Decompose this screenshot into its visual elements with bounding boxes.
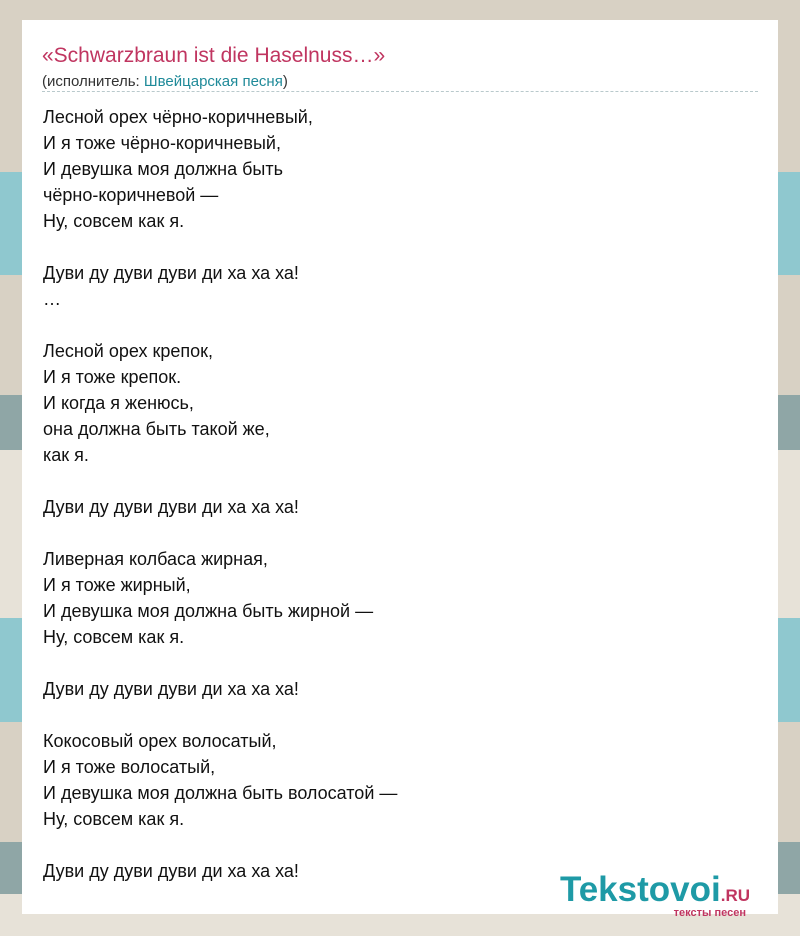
lyric-line: Дуви ду дуви дуви ди ха ха ха! bbox=[43, 861, 299, 881]
lyric-line: И я тоже волосатый, bbox=[43, 757, 216, 777]
song-title: «Schwarzbraun ist die Haselnuss…» bbox=[42, 44, 386, 67]
performer-prefix: (исполнитель: bbox=[42, 73, 144, 90]
lyric-line: Ну, совсем как я. bbox=[43, 809, 185, 829]
performer-line bbox=[42, 73, 288, 90]
logo-domain: .RU bbox=[720, 886, 750, 905]
lyric-line: Ну, совсем как я. bbox=[43, 211, 185, 231]
lyric-line: И я тоже чёрно-коричневый, bbox=[43, 133, 281, 153]
lyric-line: И когда я женюсь, bbox=[43, 393, 194, 413]
site-logo[interactable] bbox=[559, 870, 750, 919]
lyric-line: Ливерная колбаса жирная, bbox=[43, 549, 268, 569]
lyric-line: И я тоже крепок. bbox=[43, 367, 182, 387]
lyric-line bbox=[43, 650, 743, 676]
lyric-line: И девушка моя должна быть волосатой — bbox=[43, 783, 398, 803]
lyric-line: Ну, совсем как я. bbox=[43, 627, 185, 647]
lyric-line bbox=[43, 520, 743, 546]
lyrics-card bbox=[22, 20, 778, 919]
lyric-line: Дуви ду дуви дуви ди ха ха ха! bbox=[43, 679, 299, 699]
performer-suffix: ) bbox=[282, 73, 288, 90]
lyric-line: И девушка моя должна быть жирной — bbox=[43, 601, 374, 621]
logo-tagline: тексты песен bbox=[673, 907, 746, 919]
lyric-line bbox=[43, 234, 743, 260]
lyric-line: Дуви ду дуви дуви ди ха ха ха! bbox=[43, 497, 299, 517]
lyric-line bbox=[43, 832, 743, 858]
lyric-line bbox=[43, 702, 743, 728]
lyric-line: Лесной орех крепок, bbox=[43, 341, 213, 361]
lyric-line bbox=[43, 312, 743, 338]
lyric-line: она должна быть такой же, bbox=[43, 419, 270, 439]
lyric-line: И я тоже жирный, bbox=[43, 575, 191, 595]
lyric-line: как я. bbox=[43, 445, 89, 465]
lyrics-text bbox=[43, 104, 743, 884]
logo-name: Tekstovoi bbox=[559, 870, 721, 909]
lyric-line: Дуви ду дуви дуви ди ха ха ха! bbox=[43, 263, 299, 283]
lyric-line: И девушка моя должна быть bbox=[43, 159, 283, 179]
title-divider bbox=[42, 91, 758, 92]
lyric-line: чёрно-коричневой — bbox=[43, 185, 219, 205]
lyric-line: Лесной орех чёрно-коричневый, bbox=[43, 107, 313, 127]
lyric-line bbox=[43, 468, 743, 494]
performer-link[interactable]: Швейцарская песня bbox=[143, 73, 283, 90]
lyric-line: Кокосовый орех волосатый, bbox=[43, 731, 277, 751]
lyric-line: … bbox=[43, 289, 61, 309]
